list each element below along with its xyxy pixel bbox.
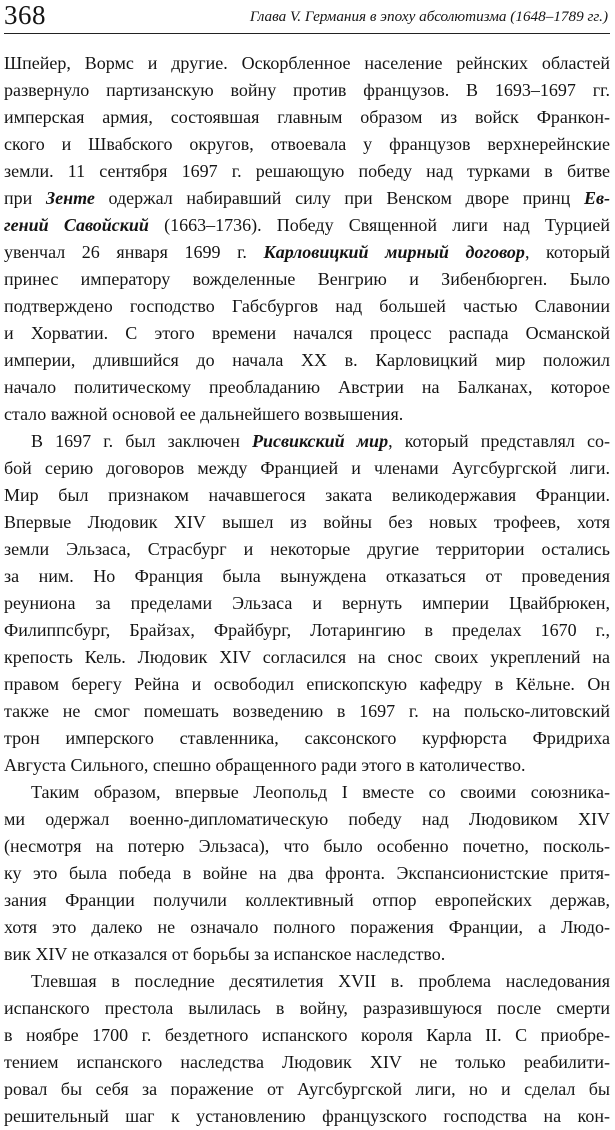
text-line (4, 104, 610, 131)
text-run: развернуло партизанскую войну против французов. В 1693–1697 гг. (4, 80, 610, 100)
text-line (4, 833, 610, 860)
emphasized-term: Рисвикский мир (251, 431, 389, 451)
text-run: , который (524, 242, 610, 262)
text-run: земли. 11 сентября 1697 г. решающую победу над турками в битве (4, 161, 610, 181)
text-run: начало политическому преобладанию Австрии на Балканах, которое (4, 377, 610, 397)
text-run: трон имперского ставленника, саксонского курфюрста Фридриха (4, 728, 610, 748)
text-line (4, 914, 610, 941)
text-run: при (4, 188, 46, 208)
text-run: Таким образом, впервые Леопольд I вместе со своими союзника- (31, 782, 610, 802)
text-run: за ним. Но Франция была вынуждена отказаться от проведения (4, 566, 610, 586)
text-run: и Хорватии. С этого времени начался процесс распада Османской (4, 323, 610, 343)
text-run: в ноябре 1700 г. бездетного испанского короля Карла II. С приобре- (4, 1025, 610, 1045)
text-line (4, 239, 610, 266)
text-line (4, 428, 610, 455)
text-line (4, 671, 610, 698)
emphasized-term: гений Савойский (4, 215, 149, 235)
text-run: империи, длившийся до начала XX в. Карловицкий мир положил (4, 350, 610, 370)
text-run: решительный шаг к установлению французского господства на кон- (4, 1106, 610, 1126)
text-line (4, 374, 610, 401)
text-run: ровал бы себя за поражение от Аугсбургской лиги, но и сделал бы (4, 1079, 610, 1099)
text-run: стало важной основой ее дальнейшего возвышения. (4, 404, 404, 424)
text-run: (1663–1736). Победу Священной лиги над Турцией (148, 215, 610, 235)
text-line (4, 617, 610, 644)
text-run: зания Франции получили коллективный отпор европейских держав, (4, 890, 610, 910)
text-line (4, 212, 610, 239)
text-line (4, 1076, 610, 1103)
page-header (4, 0, 610, 34)
text-line (4, 698, 610, 725)
text-line (4, 131, 610, 158)
emphasized-term: Ев- (583, 188, 610, 208)
text-run: бой серию договоров между Францией и членами Аугсбургской лиги. (4, 458, 610, 478)
text-line (4, 482, 610, 509)
text-run: ского и Швабского округов, отвоевала у французов верхнерейнские (4, 134, 610, 154)
text-line (4, 1022, 610, 1049)
text-line (4, 1049, 610, 1076)
text-line (4, 266, 610, 293)
emphasized-term: Карловицкий мирный договор (263, 242, 525, 262)
text-run: одержал набиравший силу при Венском дворе принц (94, 188, 584, 208)
text-run: принес императору вожделенные Венгрию и Зибенбюрген. Было (4, 269, 610, 289)
text-line (4, 563, 610, 590)
text-line (4, 1103, 610, 1130)
text-run: Шпейер, Вормс и другие. Оскорбленное население рейнских областей (4, 53, 610, 73)
text-line (4, 77, 610, 104)
text-run: реуниона за пределами Эльзаса и вернуть империи Цвайбрюкен, (4, 593, 610, 613)
text-line (4, 644, 610, 671)
text-run: Августа Сильного, спешно обращенного ради этого в католичество. (4, 755, 526, 775)
text-line (4, 401, 610, 428)
text-line (4, 806, 610, 833)
text-line (4, 158, 610, 185)
text-run: В 1697 г. был заключен (31, 431, 252, 451)
text-run: испанского престола вылилась в войну, разразившуюся после смерти (4, 998, 610, 1018)
text-run: ку это была победа в войне на два фронта. Экспансионистские притя- (4, 863, 610, 883)
text-run: имперская армия, состоявшая главным образом из войск Франкон- (4, 107, 610, 127)
text-run: ми одержал военно-дипломатическую победу над Людовиком XIV (4, 809, 610, 829)
text-line (4, 590, 610, 617)
text-run: Впервые Людовик XIV вышел из войны без новых трофеев, хотя (4, 512, 610, 532)
text-line (4, 50, 610, 77)
text-line (4, 455, 610, 482)
text-line (4, 293, 610, 320)
text-run: (несмотря на потерю Эльзаса), что было особенно почетно, посколь- (4, 836, 610, 856)
page-number: 368 (4, 0, 46, 30)
text-line (4, 536, 610, 563)
text-run: земли Эльзаса, Страсбург и некоторые другие территории остались (4, 539, 610, 559)
text-line (4, 320, 610, 347)
header-rule (4, 33, 610, 34)
text-line (4, 725, 610, 752)
text-line (4, 185, 610, 212)
text-line (4, 752, 610, 779)
text-run: Мир был признаком начавшегося заката великодержавия Франции. (4, 485, 610, 505)
text-run: Филиппсбург, Брайзах, Фрайбург, Лотарингию в пределах 1670 г., (4, 620, 610, 640)
text-run: подтверждено господство Габсбургов над большей частью Славонии (4, 296, 610, 316)
text-line (4, 995, 610, 1022)
body-text (4, 50, 610, 1130)
text-line (4, 887, 610, 914)
text-run: также не смог помешать возведению в 1697 г. на польско-литовский (4, 701, 610, 721)
text-line (4, 968, 610, 995)
text-run: тением испанского наследства Людовик XIV не только реабилити- (4, 1052, 610, 1072)
emphasized-term: Зенте (45, 188, 95, 208)
text-run: , который представлял со- (388, 431, 610, 451)
text-line (4, 779, 610, 806)
text-line (4, 941, 610, 968)
running-title: Глава V. Германия в эпоху абсолютизма (1648–1789 гг.) (249, 8, 608, 25)
text-line (4, 860, 610, 887)
text-run: правом берегу Рейна и освободил епископскую кафедру в Кёльне. Он (4, 674, 610, 694)
text-run: Тлевшая в последние десятилетия XVII в. проблема наследования (31, 971, 610, 991)
text-run: крепость Кель. Людовик XIV согласился на снос своих укреплений на (4, 647, 610, 667)
text-line (4, 347, 610, 374)
text-run: хотя это далеко не означало полного поражения Франции, а Людо- (4, 917, 610, 937)
text-line (4, 509, 610, 536)
text-run: вик XIV не отказался от борьбы за испанское наследство. (4, 944, 446, 964)
text-run: увенчал 26 января 1699 г. (4, 242, 264, 262)
